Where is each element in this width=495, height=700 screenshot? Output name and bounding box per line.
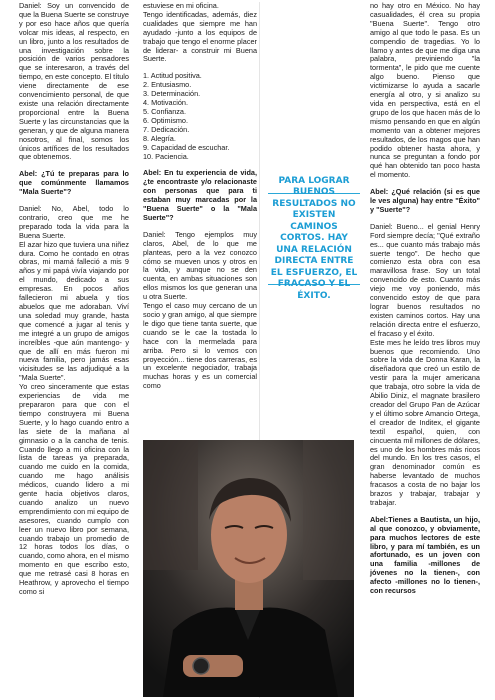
pull-quote bbox=[268, 175, 360, 301]
answer-paragraph: Tengo el caso muy cercano de un socio y gran amigo, al que siempre le digo que tiene tanta suerte, que cuando se le cae la tostada lo hace con la mermelada para arriba. Pero si lo vemos con proyección... tiene dos carreras, es un excelente negociador, trabaja muchas horas y es un comercial como bbox=[143, 301, 257, 391]
answer-paragraph: Yo creo sinceramente que estas experiencias de vida me prepararon para que con el tiempo construyera mi Buena Suerte, y lo hago cuando entro a las siete de la mañana al gimnasio o a la cancha de tenis. Cuando llego a mi oficina con la lista de tareas ya preparada, cuando me cuido en la comida, cuando me hago análisis médicos, cuando lidero a mi gente hacia objetivos claros, cuando analizo un nuevo emprendimiento con mi equipo de asesores, cuando cumplo con leer un nuevo libro por semana, cuando trabajo un promedio de 12 horas todos los días, o cuando, como ahora, en el mismo momento en que escribo esto, que me retrasé casi 8 horas en Heathrow, y aprovecho el tiempo como si bbox=[19, 382, 129, 596]
answer-paragraph: El azar hizo que tuviera una niñez dura. Como he contado en otras obras, mi mamá falleció a mis 9 años y mi papá vivía viajando por el mundo, dedicado a sus empresas. En pocos años fallecieron mi abuela y tíos abuelos que me adoraban. Viví una soledad muy grande, hasta que comencé a jugar al tenis y me integré a un grupo de amigos increíbles -que aún mantengo- y que de allí en más fueron mi nueva familia, pero jamás esas vicisitudes se las adjudiqué a la "Mala Suerte". bbox=[19, 239, 129, 383]
text-column-3 bbox=[370, 2, 480, 596]
question-paragraph: Abel:Tienes a Bautista, un hijo, al que conozco, y obviamente, para muchos lectores de este libro, y para mí también, es un afortunado, es un joven con una familia -millones de jóvenes no la tienen-, con afecto -millones no lo tienen-, con recursos bbox=[370, 514, 480, 596]
answer-paragraph: Daniel: Bueno... el genial Henry Ford siempre decía; "Qué extraño es... que cuanto más trabajo más suerte tengo". De hecho que comienzo esta obra con esa maravillosa frase. Soy un total convencido de esto. Cuanto más viejo me voy poniendo, más convencido estoy de que para lograr buenos resultados no existen caminos cortos. Hay una relación directa entre el esfuerzo, el fracaso y el éxito. bbox=[370, 221, 480, 338]
answer-paragraph: estuviese en mi oficina. bbox=[143, 1, 219, 10]
qualities-list bbox=[143, 72, 257, 161]
list-item: 7. Dedicación. bbox=[143, 124, 190, 134]
list-item: 10. Paciencia. bbox=[143, 151, 189, 161]
question-paragraph: Abel: ¿Tú te preparas para lo que comúnmente llamamos "Mala Suerte"? bbox=[19, 169, 129, 197]
question-paragraph: Abel: En tu experiencia de vida, ¿te encontraste y/o relacionaste con personas que para ti estaban muy marcadas por la "Buena Suerte" o la "Mala Suerte"? bbox=[143, 168, 257, 222]
text-column-1 bbox=[19, 2, 129, 597]
list-item: 8. Alegría. bbox=[143, 133, 176, 143]
answer-paragraph: Daniel: Tengo ejemplos muy claros, Abel, de lo que me planteas, pero a la vez conozco cómo se mueven unos y otros en la vida, y aunque no se den cuenta, en ambas situaciones son ellos mismos los que generan una u otra Suerte. bbox=[143, 229, 257, 302]
answer-paragraph: no hay otro en México. No hay casualidades, él crea su propia "Buena Suerte". Tengo otro amigo al que todo le pasa. Es un compendio de tragedias. Yo lo llamo y antes de que me diga una palabra, previniendo "la tormenta", le pido que me cuente algo bueno. Pienso que victimizarse lo ayuda a sacarle energía al otro, y si analizo su vida en perspectiva, está en el grupo de los que hacen más de lo mismo pensando en que en algún momento van a obtener mejores resultados, de los magos que han podido obtener hasta ahora, y nunca se preguntan a fondo por qué han obtenido tan poco hasta el momento. bbox=[370, 1, 480, 180]
list-item: 3. Determinación. bbox=[143, 89, 201, 99]
answer-paragraph: Este mes he leído tres libros muy buenos que recomiendo. Uno sobre la vida de Donna Karan, la diseñadora que creó un estilo de vestir para la mujer americana que trabaja, otro sobre la vida de Abilio Diniz, el magnate brasilero creador del Grupo Pan de Azúcar y el último sobre Amancio Ortega, el creador de Inditex, el gigante textil español, quien, con cincuenta mil millones de dólares, es uno de los hombres más ricos del mundo. En los tres casos, el gran denominador común es haberse levantado de muchos fracasos a costa de no bajar los brazos y trabajar, trabajar y trabajar. bbox=[370, 337, 480, 507]
pull-quote-text: PARA LOGRAR BUENOS RESULTADOS NO EXISTEN CAMINOS CORTOS. HAY UNA RELACIÓN DIRECTA ENTRE EL ESFUERZO, EL FRACASO Y EL ÉXITO. bbox=[270, 175, 358, 301]
answer-paragraph: Daniel: No, Abel, todo lo contrario, creo que me he preparado toda la vida para la Buena Suerte. bbox=[19, 204, 129, 240]
portrait-photo bbox=[143, 440, 354, 697]
answer-paragraph: Daniel: Soy un convencido de que la Buena Suerte se construye y por eso hace años que quería volcar mis ideas, al respecto, en un libro, junto a los resultados de una investigación sobre la posición de varios pensadores que se interesaron, a través del tiempo, en este concepto. El título viene directamente de ese convencimiento personal, de que existe una relación directamente proporcional entre la Buena Suerte y las circunstancias que la generan, y que de alguna manera nosotros, al final, somos los únicos artífices de los resultados que obtenemos. bbox=[19, 1, 129, 162]
list-item: 9. Capacidad de escuchar. bbox=[143, 142, 230, 152]
list-item: 4. Motivación. bbox=[143, 98, 189, 108]
list-item: 1. Actitud positiva. bbox=[143, 71, 202, 81]
list-item: 5. Confianza. bbox=[143, 106, 186, 116]
answer-paragraph: Tengo identificadas, además, diez cualidades que siempre me han ayudado -junto a los equipos de trabajo que tengo el enorme placer de liderar- a construir mi Buena Suerte. bbox=[143, 9, 257, 64]
portrait-illustration bbox=[143, 440, 354, 697]
list-item: 2. Entusiasmo. bbox=[143, 80, 192, 90]
text-column-2 bbox=[143, 2, 257, 391]
list-item: 6. Optimismo. bbox=[143, 115, 189, 125]
question-paragraph: Abel: ¿Qué relación (si es que le ves alguna) hay entre "Éxito" y "Suerte"? bbox=[370, 187, 480, 214]
